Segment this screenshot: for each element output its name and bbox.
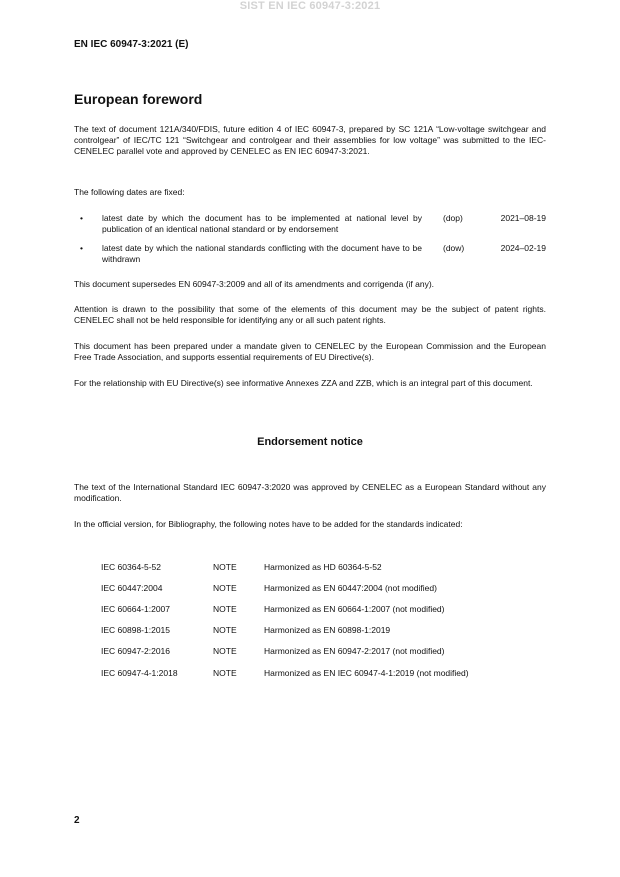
note-standard: IEC 60364-5-52 [101, 562, 162, 572]
bibliography-intro-paragraph: In the official version, for Bibliography, the following notes have to be added for the standards indicated: [74, 519, 463, 529]
note-standard: IEC 60447:2004 [101, 583, 163, 593]
note-label: NOTE [213, 562, 237, 572]
note-label: NOTE [213, 668, 237, 678]
endorsement-approval-paragraph: The text of the International Standard IEC 60947-3:2020 was approved by CENELEC as a European Standard without any modification. [74, 482, 546, 503]
bibliography-note-row [101, 625, 541, 636]
patents-paragraph: Attention is drawn to the possibility that some of the elements of this document may be the subject of patent rights. CENELEC shall not be held responsible for identifying any or all such patent rights. [74, 304, 546, 325]
date-item-code: (dow) [443, 243, 465, 253]
bibliography-note-row [101, 668, 541, 679]
date-item-text: latest date by which the document has to be implemented at national level by publication of an identical national standard or by endorsement [102, 213, 422, 234]
endorsement-heading: Endorsement notice [257, 436, 363, 448]
relationship-paragraph: For the relationship with EU Directive(s) see informative Annexes ZZA and ZZB, which is an integral part of this document. [74, 378, 533, 388]
date-item-date: 2021–08-19 [500, 213, 546, 223]
bibliography-note-row [101, 583, 541, 594]
note-standard: IEC 60947-2:2016 [101, 646, 170, 656]
date-item-date: 2024–02-19 [500, 243, 546, 253]
dates-intro-paragraph: The following dates are fixed: [74, 187, 185, 197]
note-standard: IEC 60898-1:2015 [101, 625, 170, 635]
foreword-heading: European foreword [74, 91, 203, 107]
note-text: Harmonized as EN IEC 60947-4-1:2019 (not modified) [264, 668, 469, 678]
bullet-marker: • [80, 213, 83, 223]
bibliography-note-row [101, 562, 541, 573]
date-item-code: (dop) [443, 213, 463, 223]
mandate-paragraph: This document has been prepared under a mandate given to CENELEC by the European Commission and the European Free Trade Association, and supports essential requirements of EU Directive(s). [74, 341, 546, 362]
supersedes-paragraph: This document supersedes EN 60947-3:2009 and all of its amendments and corrigenda (if any). [74, 279, 435, 289]
date-item-text: latest date by which the national standards conflicting with the document have to be withdrawn [102, 243, 422, 264]
note-standard: IEC 60664-1:2007 [101, 604, 170, 614]
bibliography-note-row [101, 604, 541, 615]
note-label: NOTE [213, 646, 237, 656]
document-id: EN IEC 60947-3:2021 (E) [74, 39, 189, 50]
watermark: SIST EN IEC 60947-3:2021 [239, 0, 381, 12]
note-text: Harmonized as EN 60447:2004 (not modified) [264, 583, 437, 593]
note-label: NOTE [213, 625, 237, 635]
note-label: NOTE [213, 583, 237, 593]
note-text: Harmonized as EN 60664-1:2007 (not modified) [264, 604, 445, 614]
note-standard: IEC 60947-4-1:2018 [101, 668, 178, 678]
foreword-intro-paragraph: The text of document 121A/340/FDIS, future edition 4 of IEC 60947-3, prepared by SC 121A “Low-voltage switchgear and controlgear” of IEC/TC 121 “Switchgear and controlgear and their assemblies for low voltage” was submitted to the IEC-CENELEC parallel vote and approved by CENELEC as EN IEC 60947-3:2021. [74, 124, 546, 156]
note-text: Harmonized as HD 60364-5-52 [264, 562, 382, 572]
bibliography-note-row [101, 646, 541, 657]
page-number: 2 [74, 815, 80, 826]
note-text: Harmonized as EN 60947-2:2017 (not modified) [264, 646, 445, 656]
note-text: Harmonized as EN 60898-1:2019 [264, 625, 391, 635]
bullet-marker: • [80, 243, 83, 253]
note-label: NOTE [213, 604, 237, 614]
